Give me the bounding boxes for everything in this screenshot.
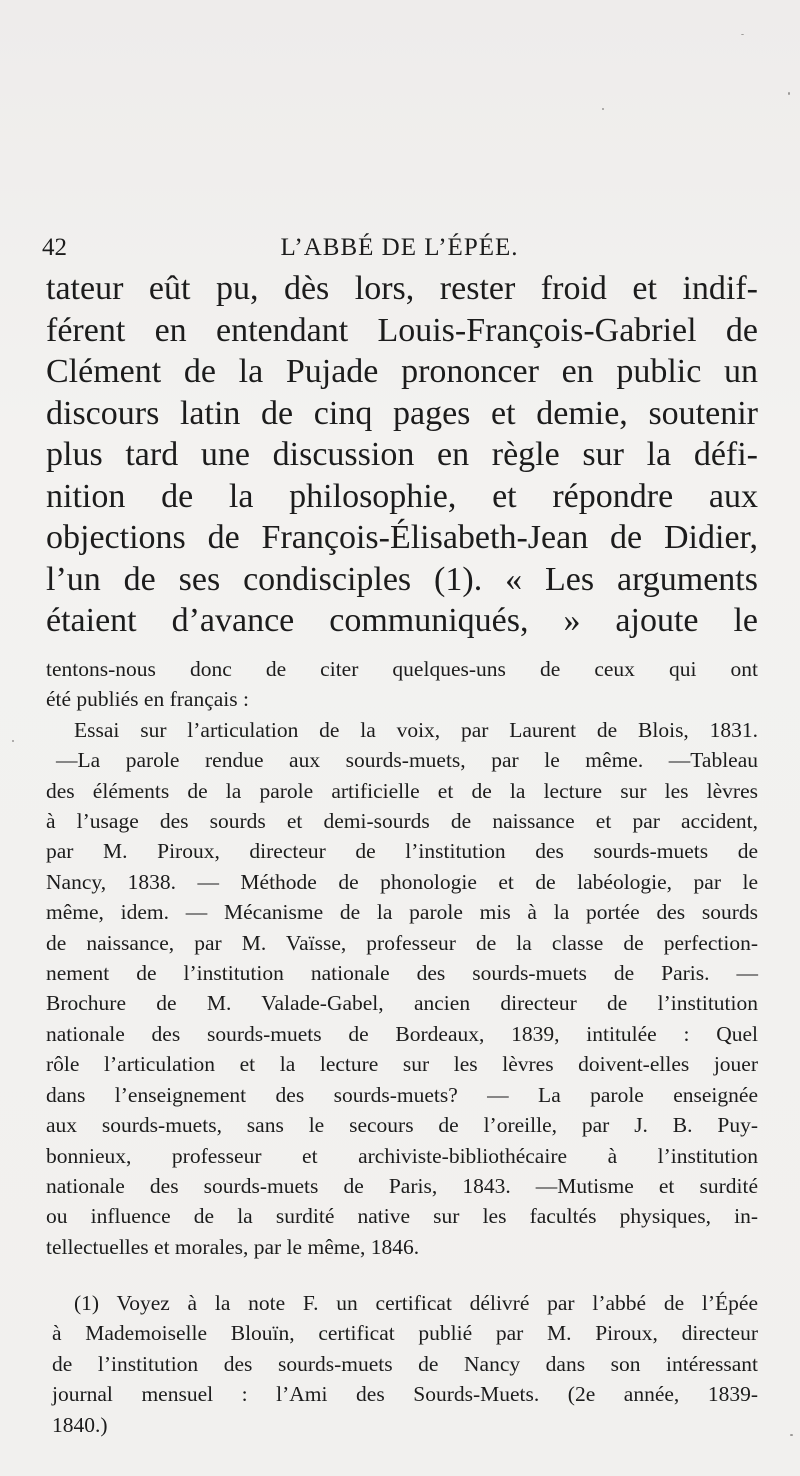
main-line: plus tard une discussion en règle sur la défi- — [46, 436, 758, 473]
note-line: des éléments de la parole artificielle et de la lecture sur les lèvres — [46, 778, 758, 803]
note-line: bonnieux, professeur et archiviste-bibliothécaire à l’institution — [46, 1143, 758, 1168]
note-line: nement de l’institution nationale des sourds-muets de Paris. — — [46, 961, 758, 986]
footnote-line: à Mademoiselle Blouïn, certificat publié par M. Piroux, directeur — [52, 1321, 758, 1346]
footnote-line: (1) Voyez à la note F. un certificat délivré par l’abbé de l’Épée — [74, 1291, 758, 1315]
main-line: étaient d’avance communiqués, » ajoute le — [46, 602, 758, 639]
running-title: L’ABBÉ DE L’ÉPÉE. — [280, 234, 519, 261]
note-line: —La parole rendue aux sourds-muets, par le même. —Tableau — [56, 748, 758, 773]
footnote-line: journal mensuel : l’Ami des Sourds-Muets. (2e année, 1839- — [52, 1382, 758, 1407]
footnote — [52, 1288, 758, 1440]
note-line: même, idem. — Mécanisme de la parole mis à la portée des sourds — [46, 900, 758, 925]
note-line: rôle l’articulation et la lecture sur les lèvres doivent-elles jouer — [46, 1052, 758, 1077]
note-line: aux sourds-muets, sans le secours de l’oreille, par J. B. Puy- — [46, 1113, 758, 1138]
note-line: Essai sur l’articulation de la voix, par Laurent de Blois, 1831. — [74, 717, 758, 742]
main-line: Clément de la Pujade prononcer en public un — [46, 353, 758, 390]
page-number: 42 — [42, 234, 67, 261]
note-line: ou influence de la surdité native sur les facultés physiques, in- — [46, 1204, 758, 1229]
note-line: tentons-nous donc de citer quelques-uns de ceux qui ont — [46, 657, 758, 681]
main-line: discours latin de cinq pages et demie, soutenir — [46, 394, 758, 432]
note-line: de naissance, par M. Vaïsse, professeur de la classe de perfection- — [46, 930, 758, 955]
paper-speck — [741, 34, 744, 35]
note-line: Nancy, 1838. — Méthode de phonologie et de labéologie, par le — [46, 869, 758, 894]
paper-speck — [788, 92, 790, 95]
main-line: férent en entendant Louis-François-Gabriel de — [46, 311, 758, 349]
main-line: l’un de ses condisciples (1). « Les arguments — [46, 560, 758, 598]
paper-speck — [602, 108, 604, 110]
footnote-line: 1840.) — [52, 1412, 108, 1437]
footnote-line: de l’institution des sourds-muets de Nancy dans son intéressant — [52, 1351, 758, 1376]
note-line: nationale des sourds-muets de Bordeaux, 1839, intitulée : Quel — [46, 1021, 758, 1046]
note-line: nationale des sourds-muets de Paris, 1843. —Mutisme et surdité — [46, 1173, 758, 1198]
running-header — [42, 226, 757, 266]
main-text — [46, 268, 758, 642]
note-line: été publiés en français : — [46, 687, 249, 712]
note-line: à l’usage des sourds et demi-sourds de naissance et par accident, — [46, 809, 758, 834]
note-line: par M. Piroux, directeur de l’institution des sourds-muets de — [46, 839, 758, 864]
paper-speck — [12, 740, 14, 742]
note-line: tellectuelles et morales, par le même, 1846. — [46, 1234, 420, 1259]
paper-speck — [790, 1434, 793, 1436]
main-line: nition de la philosophie, et répondre aux — [46, 477, 758, 515]
note-line: Brochure de M. Valade-Gabel, ancien directeur de l’institution — [46, 991, 758, 1016]
main-line: tateur eût pu, dès lors, rester froid et indif- — [46, 270, 758, 307]
note-line: dans l’enseignement des sourds-muets? — La parole enseignée — [46, 1082, 758, 1107]
continued-note — [46, 654, 758, 1262]
main-line: objections de François-Élisabeth-Jean de Didier, — [46, 519, 758, 556]
